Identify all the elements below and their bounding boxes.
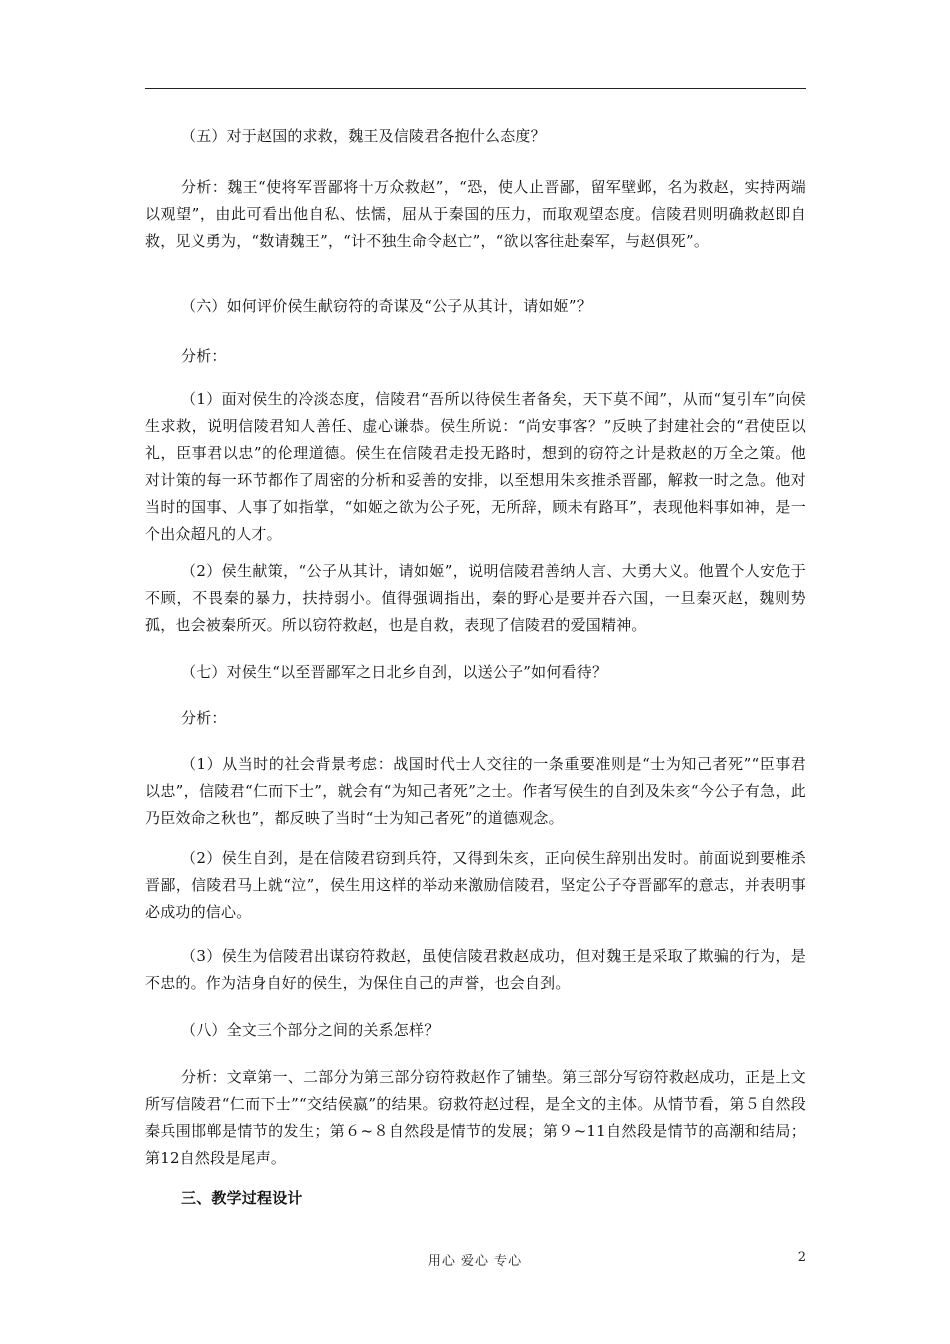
footer-motto: 用心 爱心 专心 — [427, 1254, 523, 1269]
analysis-8: 分析：文章第一、二部分为第三部分窃符救赵作了铺垫。第三部分写窃符救赵成功，正是上文所写信陵君“仁而下士”“交结侯嬴”的结果。窃救符赵过程，是全文的主体。从情节看，第５自然段秦兵围邯郸是情节的发生；第６~８自然段是情节的发展；第９~11自然段是情节的高潮和结局；第12自然段是尾声。 — [145, 1068, 806, 1167]
analysis-5: 分析：魏王“使将军晋鄙将十万众救赵”，“恐，使人止晋鄙，留军壁邺，名为救赵，实持两端以观望”，由此可看出他自私、怯懦，屈从于秦国的压力，而取观望态度。信陵君则明确救赵即自救，见义勇为，“数请魏王”，“计不独生命令赵亡”，“欲以客往赴秦军，与赵俱死”。 — [145, 178, 806, 250]
question-5: （五）对于赵国的求救，魏王及信陵君各抱什么态度？ — [181, 127, 546, 145]
analysis-7-point-3: （3）侯生为信陵君出谋窃符救赵，虽使信陵君救赵成功，但对魏王是采取了欺骗的行为，是不忠的。作为洁身自好的侯生，为保住自己的声誉，也会自刭。 — [145, 947, 806, 992]
page-number: 2 — [797, 1250, 806, 1265]
analysis-7-point-2: （2）侯生自刭，是在信陵君窃到兵符，又得到朱亥，正向侯生辞别出发时。前面说到要椎杀晋鄙，信陵君马上就“泣”，侯生用这样的举动来激励信陵君，坚定公子夺晋鄙军的意志，并表明事必成功的信心。 — [145, 849, 806, 921]
analysis-7-label: 分析： — [181, 709, 227, 727]
section-heading: 三、教学过程设计 — [181, 1189, 303, 1207]
analysis-7-point-1: （1）从当时的社会背景考虑：战国时代士人交往的一条重要准则是“士为知己者死”“臣事君以忠”，信陵君“仁而下士”，就会有“为知己者死”之士。作者写侯生的自刭及朱亥“今公子有急，此乃臣效命之秋也”，都反映了当时“士为知己者死”的道德观念。 — [145, 755, 806, 827]
analysis-6-point-1: （1）面对侯生的冷淡态度，信陵君“吾所以待侯生者备矣，天下莫不闻”，从而“复引车”向侯生求救，说明信陵君知人善任、虚心谦恭。侯生所说：“尚安事客？”反映了封建社会的“君使臣以礼，臣事君以忠”的伦理道德。侯生在信陵君走投无路时，想到的窃符之计是救赵的万全之策。他对计策的每一环节都作了周密的分析和妥善的安排，以至想用朱亥推杀晋鄙，解救一时之急。他对当时的国事、人事了如指掌，“如姬之欲为公子死，无所辞，顾未有路耳”，表现他料事如神，是一个出众超凡的人才。 — [145, 390, 806, 543]
question-6: （六）如何评价侯生献窃符的奇谋及“公子从其计，请如姬”？ — [181, 297, 592, 315]
analysis-6-point-2: （2）侯生献策，“公子从其计，请如姬”，说明信陵君善纳人言、大勇大义。他置个人安危于不顾，不畏秦的暴力，扶持弱小。值得强调指出，秦的野心是要并吞六国，一旦秦灭赵，魏则势孤，也会被秦所灭。所以窃符救赵，也是自救，表现了信陵君的爱国精神。 — [145, 562, 806, 634]
question-7: （七）对侯生“以至晋鄙军之日北乡自刭，以送公子”如何看待？ — [181, 663, 608, 681]
analysis-6-label: 分析： — [181, 347, 227, 365]
header-rule — [145, 88, 806, 89]
question-8: （八）全文三个部分之间的关系怎样？ — [181, 1021, 440, 1039]
